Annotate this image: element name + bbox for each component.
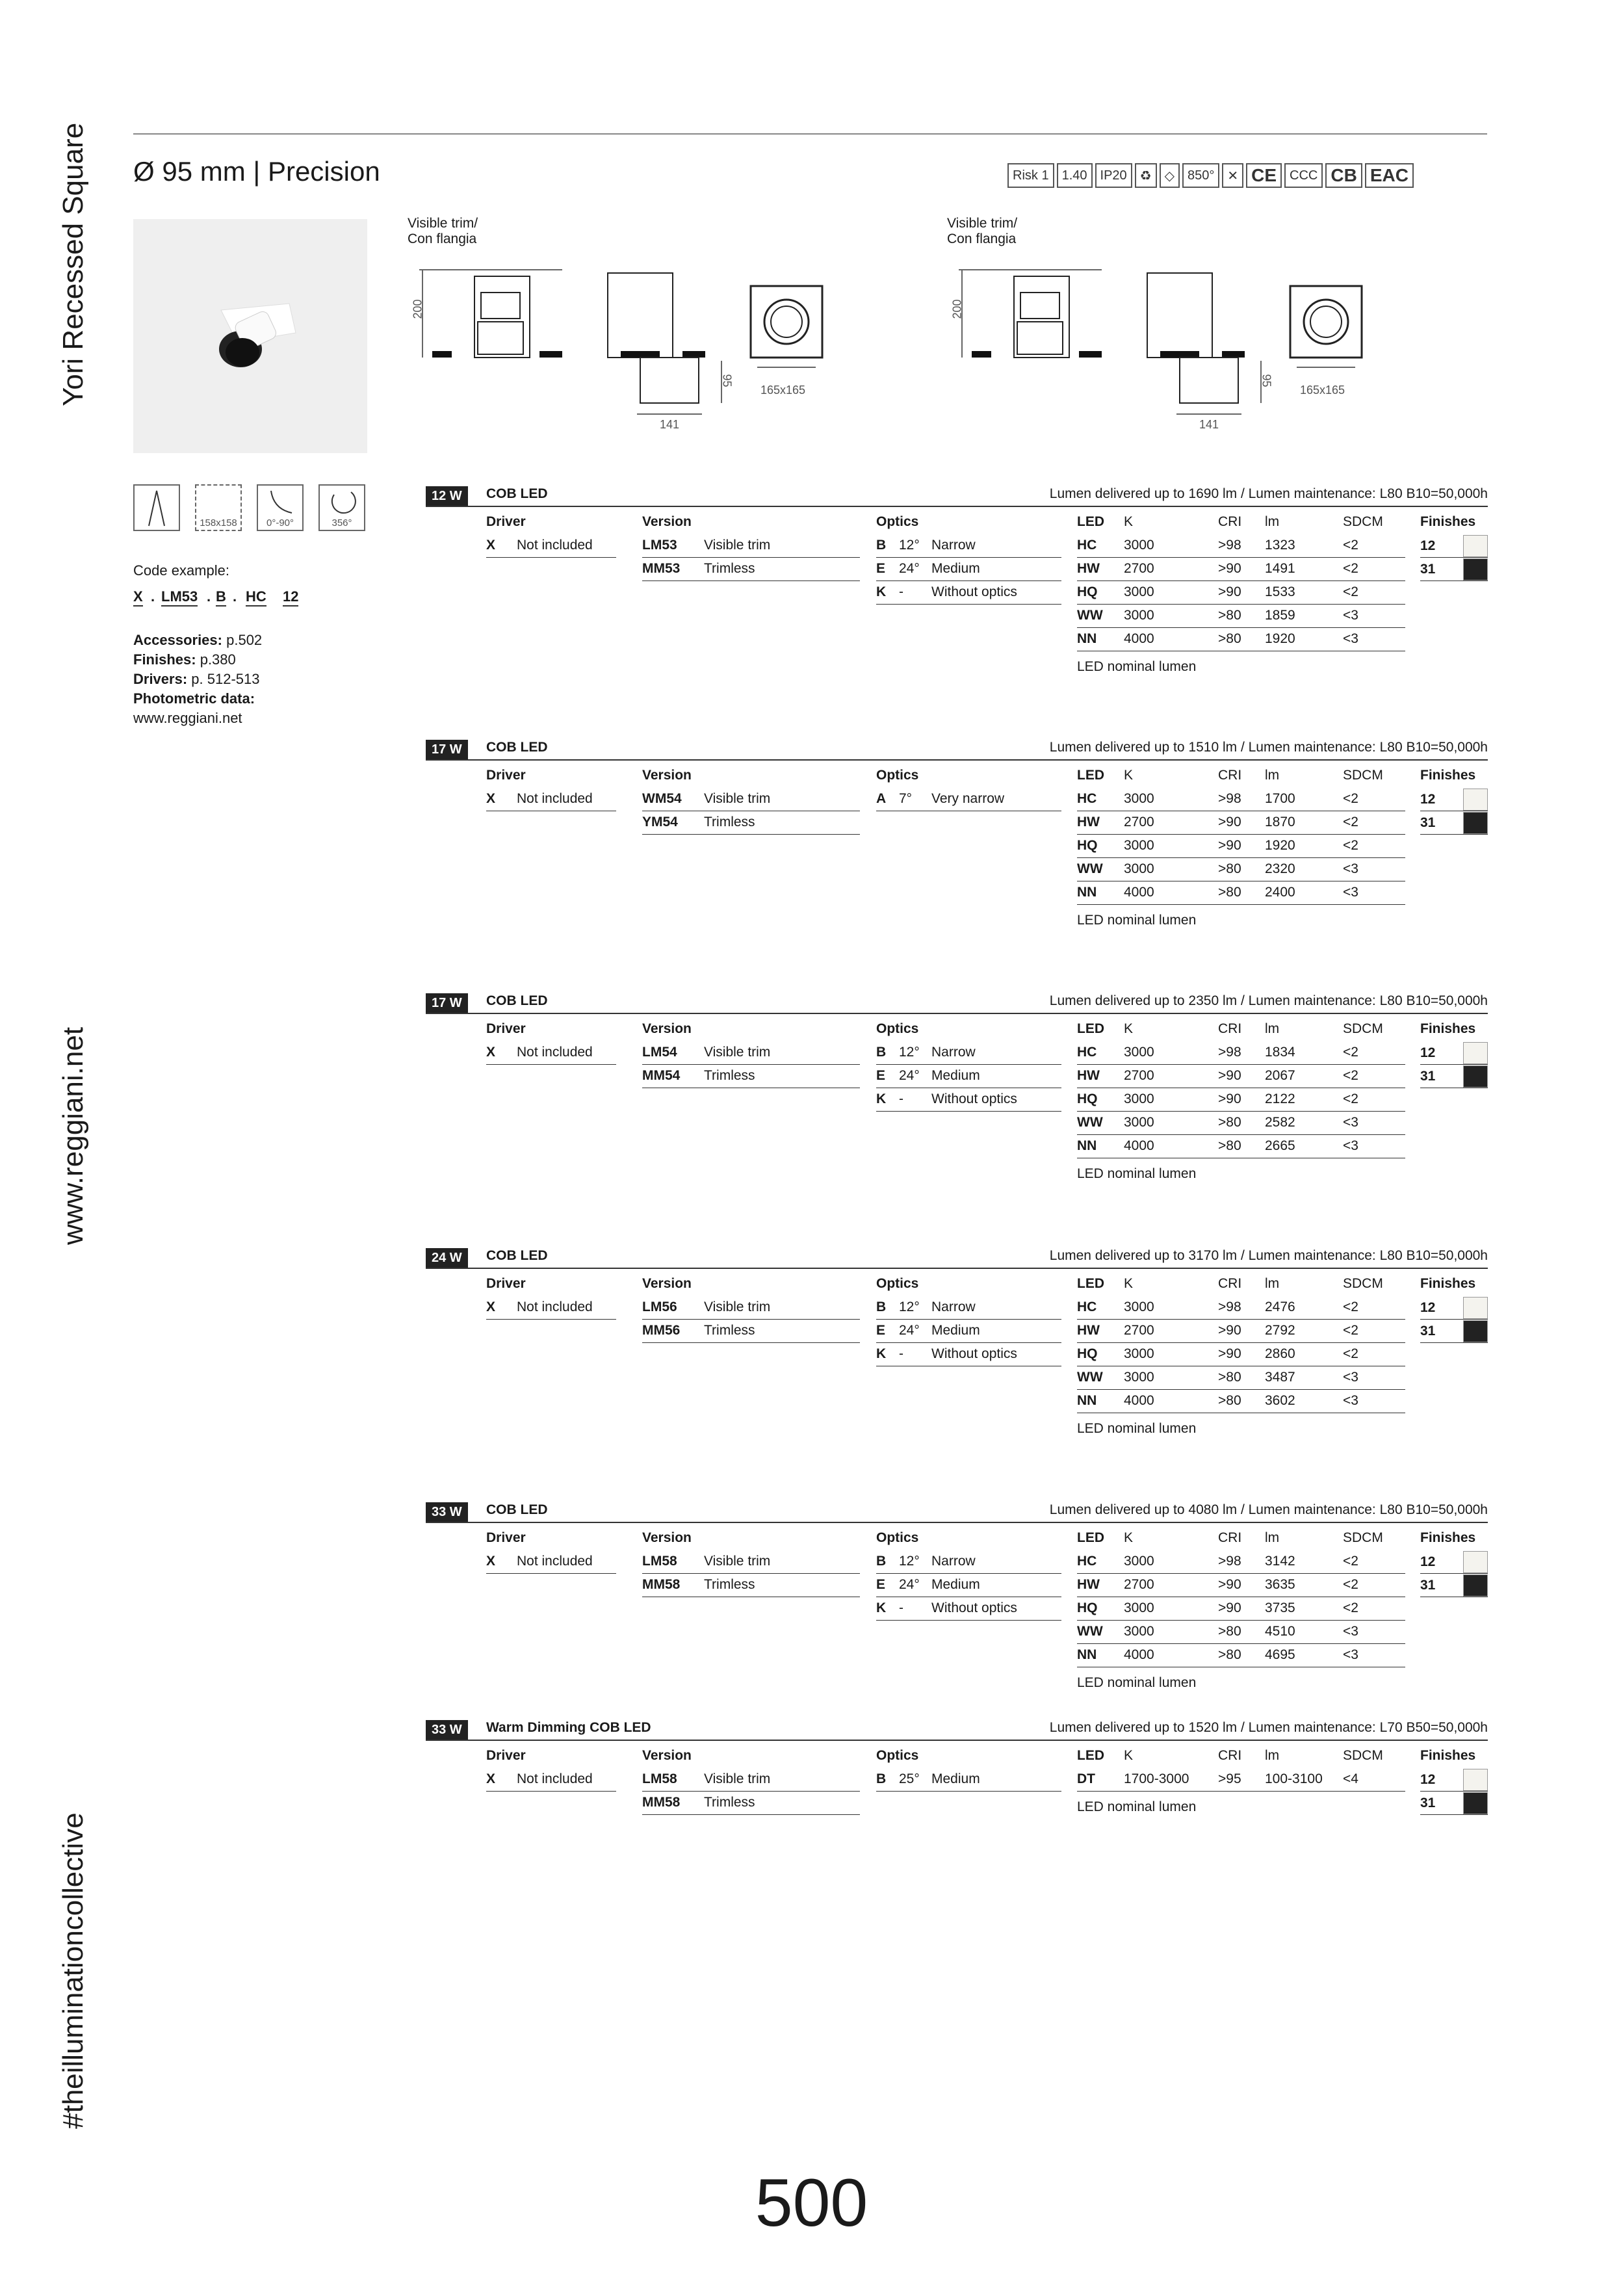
finish-row: 31 xyxy=(1420,1574,1488,1597)
version-row: LM53 Visible trim xyxy=(642,534,860,558)
product-photo xyxy=(133,219,367,453)
optics-column: Optics B 12° Narrow E 24° Medium K - Without optics xyxy=(876,1526,1061,1621)
version-row: MM56 Trimless xyxy=(642,1320,860,1343)
led-row: WW 3000 >80 4510 <3 xyxy=(1077,1621,1405,1644)
led-type: COB LED xyxy=(486,1248,548,1263)
led-row: HW 2700 >90 3635 <2 xyxy=(1077,1574,1405,1597)
led-row: HQ 3000 >90 3735 <2 xyxy=(1077,1597,1405,1621)
finish-row: 31 xyxy=(1420,1065,1488,1088)
finish-row: 12 xyxy=(1420,534,1488,558)
lumen-info: Lumen delivered up to 2350 lm / Lumen maintenance: L80 B10=50,000h xyxy=(1049,993,1488,1008)
led-row: DT 1700-3000 >95 100-3100 <4 xyxy=(1077,1768,1405,1792)
no-insulation-icon: ✕ xyxy=(1222,163,1243,188)
led-row: WW 3000 >80 2320 <3 xyxy=(1077,858,1405,881)
version-row: LM58 Visible trim xyxy=(642,1768,860,1792)
driver-row: X Not included xyxy=(486,788,616,811)
finish-row: 12 xyxy=(1420,788,1488,811)
led-row: HW 2700 >90 1870 <2 xyxy=(1077,811,1405,835)
led-nominal-note: LED nominal lumen xyxy=(1077,913,1197,928)
led-row: HC 3000 >98 1700 <2 xyxy=(1077,788,1405,811)
section-rule xyxy=(426,1522,1488,1523)
driver-column: Driver X Not included xyxy=(486,1743,616,1792)
technical-drawing-visible-trim xyxy=(403,260,845,436)
version-column: Version WM54 Visible trim YM54 Trimless xyxy=(642,763,860,835)
led-row: WW 3000 >80 2582 <3 xyxy=(1077,1112,1405,1135)
beam-icon xyxy=(133,484,180,531)
lumen-info: Lumen delivered up to 1520 lm / Lumen maintenance: L70 B50=50,000h xyxy=(1049,1720,1488,1735)
driver-column: Driver X Not included xyxy=(486,1526,616,1574)
led-type: COB LED xyxy=(486,1502,548,1517)
version-row: MM54 Trimless xyxy=(642,1065,860,1088)
finishes-column: Finishes 12 31 xyxy=(1420,763,1488,835)
weight-icon: 1.40 xyxy=(1057,163,1093,188)
led-column: LED K CRI lm SDCM HC 3000 >98 1700 <2 HW 2700 >90 1870 <2 HQ 3000 >90 1920 <2 WW 3000 >80 2320 <3 NN 4000 >80 2400 <3 LED nominal lumen xyxy=(1077,763,1405,928)
optics-column: Optics A 7° Very narrow xyxy=(876,763,1061,811)
led-row: NN 4000 >80 2665 <3 xyxy=(1077,1135,1405,1158)
reference-info: Accessories: p.502 Finishes: p.380 Drivers: p. 512-513 Photometric data: www.reggiani.net xyxy=(133,632,263,726)
optics-row: B 12° Narrow xyxy=(876,1296,1061,1320)
lumen-info: Lumen delivered up to 1510 lm / Lumen maintenance: L80 B10=50,000h xyxy=(1049,740,1488,755)
wattage-badge: 33 W xyxy=(426,1502,468,1522)
optics-column: Optics B 12° Narrow E 24° Medium K - Without optics xyxy=(876,1272,1061,1366)
driver-row: X Not included xyxy=(486,1768,616,1792)
finishes-column: Finishes 12 31 xyxy=(1420,1017,1488,1088)
finish-row: 12 xyxy=(1420,1768,1488,1792)
finish-row: 12 xyxy=(1420,1296,1488,1320)
eac-mark-icon: EAC xyxy=(1365,163,1414,188)
dim-cutout-1: 165x165 xyxy=(760,384,806,397)
optics-row: K - Without optics xyxy=(876,1597,1061,1621)
lumen-info: Lumen delivered up to 1690 lm / Lumen maintenance: L80 B10=50,000h xyxy=(1049,486,1488,501)
led-column: LED K CRI lm SDCM HC 3000 >98 1323 <2 HW 2700 >90 1491 <2 HQ 3000 >90 1533 <2 WW 3000 >80 1859 <3 NN 4000 >80 1920 <3 LED nominal lumen xyxy=(1077,510,1405,675)
driver-column: Driver X Not included xyxy=(486,1272,616,1320)
version-row: MM58 Trimless xyxy=(642,1574,860,1597)
version-column: Version LM58 Visible trim MM58 Trimless xyxy=(642,1743,860,1815)
version-row: LM58 Visible trim xyxy=(642,1550,860,1574)
dim-width-2: 141 xyxy=(1199,418,1219,431)
driver-row: X Not included xyxy=(486,1296,616,1320)
ce-mark-icon: CE xyxy=(1246,163,1282,188)
version-row: MM53 Trimless xyxy=(642,558,860,581)
drawing-label-trimless: Visible trim/ Con flangia xyxy=(947,216,1018,246)
finish-row: 31 xyxy=(1420,1792,1488,1815)
dim-height-1: 200 xyxy=(411,299,424,319)
version-column: Version LM54 Visible trim MM54 Trimless xyxy=(642,1017,860,1088)
rotation-icon: 356° xyxy=(318,484,365,531)
finishes-column: Finishes 12 31 xyxy=(1420,1743,1488,1815)
version-row: YM54 Trimless xyxy=(642,811,860,835)
led-row: HW 2700 >90 2067 <2 xyxy=(1077,1065,1405,1088)
finish-swatch xyxy=(1463,1769,1488,1791)
cutout-icon: 158x158 xyxy=(195,484,242,531)
optics-column: Optics B 25° Medium xyxy=(876,1743,1061,1792)
finish-swatch xyxy=(1463,558,1488,581)
side-website: www.reggiani.net xyxy=(57,1026,89,1245)
led-row: HQ 3000 >90 1533 <2 xyxy=(1077,581,1405,605)
risk-group-icon: Risk 1 xyxy=(1007,163,1054,188)
led-column: LED K CRI lm SDCM HC 3000 >98 3142 <2 HW 2700 >90 3635 <2 HQ 3000 >90 3735 <2 WW 3000 >80 4510 <3 NN 4000 >80 4695 <3 LED nominal lumen xyxy=(1077,1526,1405,1691)
finish-swatch xyxy=(1463,812,1488,834)
optics-column: Optics B 12° Narrow E 24° Medium K - Without optics xyxy=(876,1017,1061,1112)
finish-swatch xyxy=(1463,535,1488,557)
version-row: LM54 Visible trim xyxy=(642,1041,860,1065)
driver-column: Driver X Not included xyxy=(486,1017,616,1065)
led-row: HC 3000 >98 1323 <2 xyxy=(1077,534,1405,558)
led-row: HW 2700 >90 1491 <2 xyxy=(1077,558,1405,581)
section-rule xyxy=(426,1740,1488,1741)
optics-row: B 25° Medium xyxy=(876,1768,1061,1792)
optics-row: E 24° Medium xyxy=(876,558,1061,581)
code-part-finish: 12 xyxy=(283,588,298,607)
version-column: Version LM56 Visible trim MM56 Trimless xyxy=(642,1272,860,1343)
driver-row: X Not included xyxy=(486,1041,616,1065)
finish-row: 31 xyxy=(1420,1320,1488,1343)
led-column: LED K CRI lm SDCM HC 3000 >98 2476 <2 HW 2700 >90 2792 <2 HQ 3000 >90 2860 <2 WW 3000 >80 3487 <3 NN 4000 >80 3602 <3 LED nominal lumen xyxy=(1077,1272,1405,1437)
wattage-badge: 33 W xyxy=(426,1720,468,1740)
led-type: COB LED xyxy=(486,740,548,755)
led-row: WW 3000 >80 1859 <3 xyxy=(1077,605,1405,628)
led-row: HW 2700 >90 2792 <2 xyxy=(1077,1320,1405,1343)
top-rule xyxy=(133,133,1487,135)
version-row: LM56 Visible trim xyxy=(642,1296,860,1320)
finish-swatch xyxy=(1463,1297,1488,1319)
code-part-led: HC xyxy=(246,588,266,607)
cb-mark-icon: CB xyxy=(1325,163,1362,188)
led-nominal-note: LED nominal lumen xyxy=(1077,1799,1197,1814)
optics-row: B 12° Narrow xyxy=(876,1550,1061,1574)
version-column: Version LM58 Visible trim MM58 Trimless xyxy=(642,1526,860,1597)
version-row: MM58 Trimless xyxy=(642,1792,860,1815)
led-row: NN 4000 >80 4695 <3 xyxy=(1077,1644,1405,1667)
class-icon: ◇ xyxy=(1160,163,1180,188)
wattage-badge: 12 W xyxy=(426,486,468,506)
led-column: LED K CRI lm SDCM HC 3000 >98 1834 <2 HW 2700 >90 2067 <2 HQ 3000 >90 2122 <2 WW 3000 >80 2582 <3 NN 4000 >80 2665 <3 LED nominal lumen xyxy=(1077,1017,1405,1182)
finishes-column: Finishes 12 31 xyxy=(1420,1526,1488,1597)
optics-row: B 12° Narrow xyxy=(876,534,1061,558)
led-row: HC 3000 >98 2476 <2 xyxy=(1077,1296,1405,1320)
led-row: HC 3000 >98 3142 <2 xyxy=(1077,1550,1405,1574)
finish-swatch xyxy=(1463,1065,1488,1088)
finish-row: 31 xyxy=(1420,558,1488,581)
optics-row: A 7° Very narrow xyxy=(876,788,1061,811)
led-nominal-note: LED nominal lumen xyxy=(1077,1166,1197,1181)
code-example-label: Code example: xyxy=(133,562,229,579)
led-row: HC 3000 >98 1834 <2 xyxy=(1077,1041,1405,1065)
led-type: COB LED xyxy=(486,486,548,501)
section-rule xyxy=(426,759,1488,761)
led-column: LED K CRI lm SDCM DT 1700-3000 >95 100-3100 <4 LED nominal lumen xyxy=(1077,1743,1405,1815)
driver-column: Driver X Not included xyxy=(486,763,616,811)
led-row: NN 4000 >80 2400 <3 xyxy=(1077,881,1405,905)
drawing-label-visible-trim: Visible trim/ Con flangia xyxy=(408,216,478,246)
code-part-driver: X xyxy=(133,588,143,607)
version-row: WM54 Visible trim xyxy=(642,788,860,811)
technical-drawing-trimless xyxy=(942,260,1384,436)
optics-row: E 24° Medium xyxy=(876,1320,1061,1343)
led-nominal-note: LED nominal lumen xyxy=(1077,659,1197,674)
recycle-icon: ♻ xyxy=(1135,163,1157,188)
dim-depth-2: 95 xyxy=(1260,374,1273,387)
wattage-badge: 17 W xyxy=(426,740,468,759)
optics-row: K - Without optics xyxy=(876,1088,1061,1112)
certification-icons xyxy=(1007,163,1414,188)
finish-swatch xyxy=(1463,1792,1488,1814)
led-row: WW 3000 >80 3487 <3 xyxy=(1077,1366,1405,1390)
optics-column: Optics B 12° Narrow E 24° Medium K - Without optics xyxy=(876,510,1061,605)
dim-height-2: 200 xyxy=(950,299,964,319)
side-hashtag: #theilluminationcollective xyxy=(57,1812,89,2129)
lumen-info: Lumen delivered up to 4080 lm / Lumen maintenance: L80 B10=50,000h xyxy=(1049,1502,1488,1517)
section-rule xyxy=(426,1013,1488,1014)
optics-row: K - Without optics xyxy=(876,1343,1061,1366)
lumen-info: Lumen delivered up to 3170 lm / Lumen maintenance: L80 B10=50,000h xyxy=(1049,1248,1488,1263)
code-part-optics: B xyxy=(216,588,226,607)
page-title: Ø 95 mm | Precision xyxy=(133,156,380,187)
led-row: HQ 3000 >90 2122 <2 xyxy=(1077,1088,1405,1112)
optics-row: B 12° Narrow xyxy=(876,1041,1061,1065)
side-product-name: Yori Recessed Square xyxy=(57,122,89,406)
led-row: HQ 3000 >90 2860 <2 xyxy=(1077,1343,1405,1366)
finish-swatch xyxy=(1463,1551,1488,1573)
led-type: COB LED xyxy=(486,993,548,1008)
ccc-mark-icon: CCC xyxy=(1284,163,1323,188)
optics-row: E 24° Medium xyxy=(876,1065,1061,1088)
led-row: NN 4000 >80 1920 <3 xyxy=(1077,628,1405,651)
finish-row: 12 xyxy=(1420,1550,1488,1574)
section-rule xyxy=(426,1268,1488,1269)
led-nominal-note: LED nominal lumen xyxy=(1077,1421,1197,1436)
ip-rating-icon: IP20 xyxy=(1095,163,1132,188)
tilt-icon: 0°-90° xyxy=(257,484,304,531)
driver-row: X Not included xyxy=(486,1550,616,1574)
dim-width-1: 141 xyxy=(660,418,680,431)
version-column: Version LM53 Visible trim MM53 Trimless xyxy=(642,510,860,581)
wattage-badge: 17 W xyxy=(426,993,468,1013)
led-row: HQ 3000 >90 1920 <2 xyxy=(1077,835,1405,858)
dim-depth-1: 95 xyxy=(720,374,734,387)
optics-row: E 24° Medium xyxy=(876,1574,1061,1597)
section-rule xyxy=(426,506,1488,507)
finish-row: 12 xyxy=(1420,1041,1488,1065)
finish-swatch xyxy=(1463,1574,1488,1597)
optics-row: K - Without optics xyxy=(876,581,1061,605)
temperature-icon: 850° xyxy=(1182,163,1219,188)
led-row: NN 4000 >80 3602 <3 xyxy=(1077,1390,1405,1413)
page-number: 500 xyxy=(755,2165,868,2241)
finish-swatch xyxy=(1463,789,1488,811)
led-type: Warm Dimming COB LED xyxy=(486,1720,651,1735)
finish-swatch xyxy=(1463,1042,1488,1064)
finishes-column: Finishes 12 31 xyxy=(1420,510,1488,581)
wattage-badge: 24 W xyxy=(426,1248,468,1268)
finish-swatch xyxy=(1463,1320,1488,1342)
code-part-version: LM53 xyxy=(161,588,198,607)
driver-row: X Not included xyxy=(486,534,616,558)
finish-row: 31 xyxy=(1420,811,1488,835)
driver-column: Driver X Not included xyxy=(486,510,616,558)
led-nominal-note: LED nominal lumen xyxy=(1077,1675,1197,1690)
finishes-column: Finishes 12 31 xyxy=(1420,1272,1488,1343)
dim-cutout-2: 165x165 xyxy=(1300,384,1345,397)
